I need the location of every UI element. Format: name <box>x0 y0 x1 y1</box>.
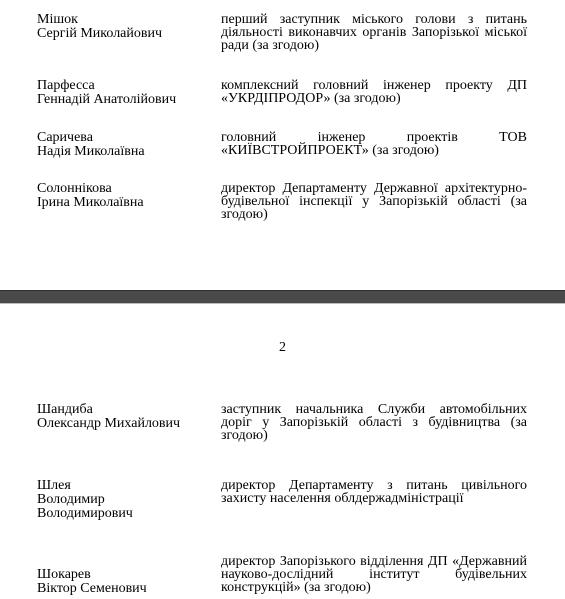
member-role: директор Департаменту з питань цивільного захисту населення облдержадміністрації <box>221 478 527 506</box>
member-role: заступник начальника Служби автомобільних доріг у Запорізькій області з будівництва (за згодою) <box>221 402 527 443</box>
page-separator <box>0 290 565 304</box>
member-name <box>37 182 217 210</box>
member-role: директор Запорізького відділення ДП «Державний науково-дослідний інститут будівельних конструкцій» (за згодою) <box>221 554 527 595</box>
member-given-name: Віктор Семенович <box>37 581 147 596</box>
member-surname: Парфесса <box>37 78 95 93</box>
member-role: комплексний головний інженер проекту ДП «УКРДІПРОДОР» (за згодою) <box>221 78 527 106</box>
member-name <box>37 131 217 159</box>
member-role: головний інженер проектів ТОВ «КИЇВСТРОЙПРОЕКТ» (за згодою) <box>221 130 527 158</box>
member-given-name: Володимир <box>37 492 105 507</box>
member-name <box>37 479 217 521</box>
member-surname: Солоннікова <box>37 181 112 196</box>
member-role: директор Департаменту Державної архітектурно-будівельної інспекції у Запорізькій області (за згодою) <box>221 181 527 222</box>
member-surname: Шокарев <box>37 567 91 582</box>
member-role: перший заступник міського голови з питань діяльності виконавчих органів Запорізької міської ради (за згодою) <box>221 12 527 53</box>
member-surname: Мішок <box>37 12 78 27</box>
page-number: 2 <box>279 340 286 355</box>
member-given-name: Ірина Миколаївна <box>37 195 144 210</box>
member-name <box>37 403 217 431</box>
member-name <box>37 79 217 107</box>
member-surname: Шандиба <box>37 402 93 417</box>
member-given-name: Сергій Миколайович <box>37 26 163 41</box>
member-surname: Саричева <box>37 130 93 145</box>
member-patronymic: Володимирович <box>37 506 133 521</box>
member-name <box>37 13 217 41</box>
member-given-name: Геннадій Анатолійович <box>37 92 177 107</box>
document-page-1 <box>0 0 565 290</box>
member-surname: Шлея <box>37 478 71 493</box>
member-name <box>37 568 217 596</box>
member-given-name: Надія Миколаївна <box>37 144 145 159</box>
member-given-name: Олександр Михайлович <box>37 416 181 431</box>
